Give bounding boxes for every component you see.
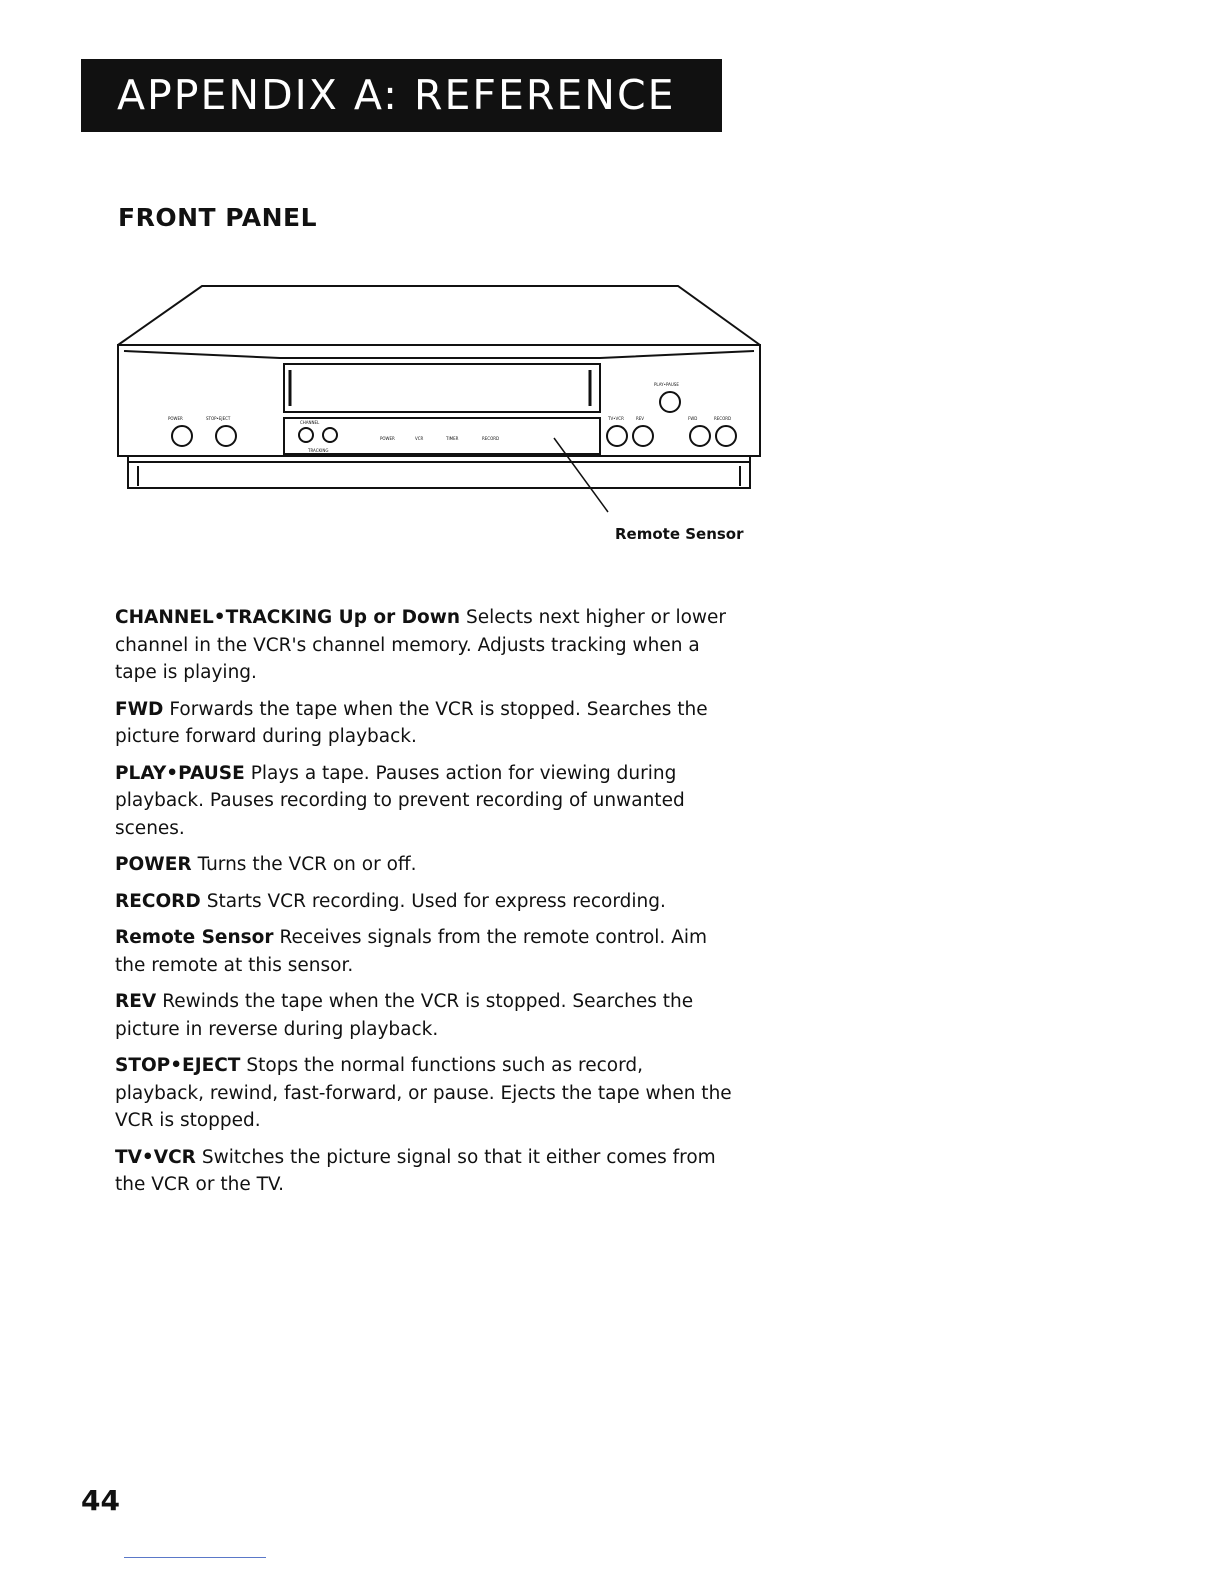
definition-term: POWER [115,854,192,875]
power-button [172,426,192,446]
definition-item [115,988,735,1043]
indicator-timer: TIMER [446,436,459,441]
definition-item [115,1052,735,1135]
definition-term: TV•VCR [115,1146,196,1168]
vcr-base-outline [128,456,750,488]
label-rev: REV [636,416,645,421]
definition-term: PLAY•PAUSE [115,762,245,784]
definition-text: Plays a tape. Pauses action for viewing during playback. Pauses recording to prevent recording of unwanted scenes. [115,762,685,839]
footer-rule [124,1557,266,1558]
definition-term: CHANNEL•TRACKING Up or Down [115,607,460,628]
definition-text: Switches the picture signal so that it either comes from the VCR or the TV. [115,1146,716,1195]
definition-item [115,924,735,979]
definition-term: RECORD [115,890,201,912]
label-channel: CHANNEL [300,420,320,425]
cassette-door [284,364,600,412]
page-number: 44 [81,1484,120,1517]
label-play-pause: PLAY•PAUSE [654,382,679,387]
definition-term: Remote Sensor [115,927,274,948]
section-title: FRONT PANEL [118,203,318,232]
indicator-record: RECORD [482,436,500,441]
label-stop-eject: STOP•EJECT [206,416,231,421]
definition-item [115,604,735,687]
indicator-power: POWER [380,436,395,441]
definition-item [115,696,735,751]
vcr-top-outline [118,286,760,345]
definition-term: FWD [115,698,164,720]
definition-text: Starts VCR recording. Used for express recording. [206,890,666,912]
play-pause-button [660,392,680,412]
definition-item [115,851,735,879]
indicator-vcr: VCR [415,436,424,441]
definition-item [115,1144,735,1199]
label-tracking: TRACKING [308,448,329,453]
vcr-inner-bevel [124,351,754,358]
definition-text: Forwards the tape when the VCR is stopped. Searches the picture forward during playback. [115,698,708,747]
vcr-front-panel-illustration [110,278,770,518]
definition-text: Turns the VCR on or off. [197,854,417,875]
definition-text: Receives signals from the remote control. Aim the remote at this sensor. [115,927,708,976]
definition-text: Rewinds the tape when the VCR is stopped. Searches the picture in reverse during playback. [115,991,694,1040]
label-fwd: FWD [688,416,698,421]
tv-vcr-button [607,426,627,446]
channel-up-button [299,428,313,442]
label-tv-vcr: TV•VCR [608,416,624,421]
definition-text: Selects next higher or lower channel in the VCR's channel memory. Adjusts tracking when a tape is playing. [115,607,727,683]
label-record: RECORD [714,416,732,421]
definition-text: Stops the normal functions such as record, playback, rewind, fast-forward, or pause. Ejects the tape when the VCR is stopped. [115,1055,732,1131]
definition-list [115,604,735,1208]
channel-down-button [323,428,337,442]
stop-eject-button [216,426,236,446]
fwd-button [690,426,710,446]
display-window [284,418,600,454]
definition-item [115,760,735,843]
label-power: POWER [168,416,183,421]
remote-sensor-callout: Remote Sensor [615,525,744,543]
record-button [716,426,736,446]
appendix-banner: APPENDIX A: REFERENCE [81,59,722,132]
rev-button [633,426,653,446]
vcr-body-outline [118,345,760,456]
definition-term: REV [115,991,157,1012]
definition-term: STOP•EJECT [115,1055,241,1076]
definition-item [115,888,735,916]
